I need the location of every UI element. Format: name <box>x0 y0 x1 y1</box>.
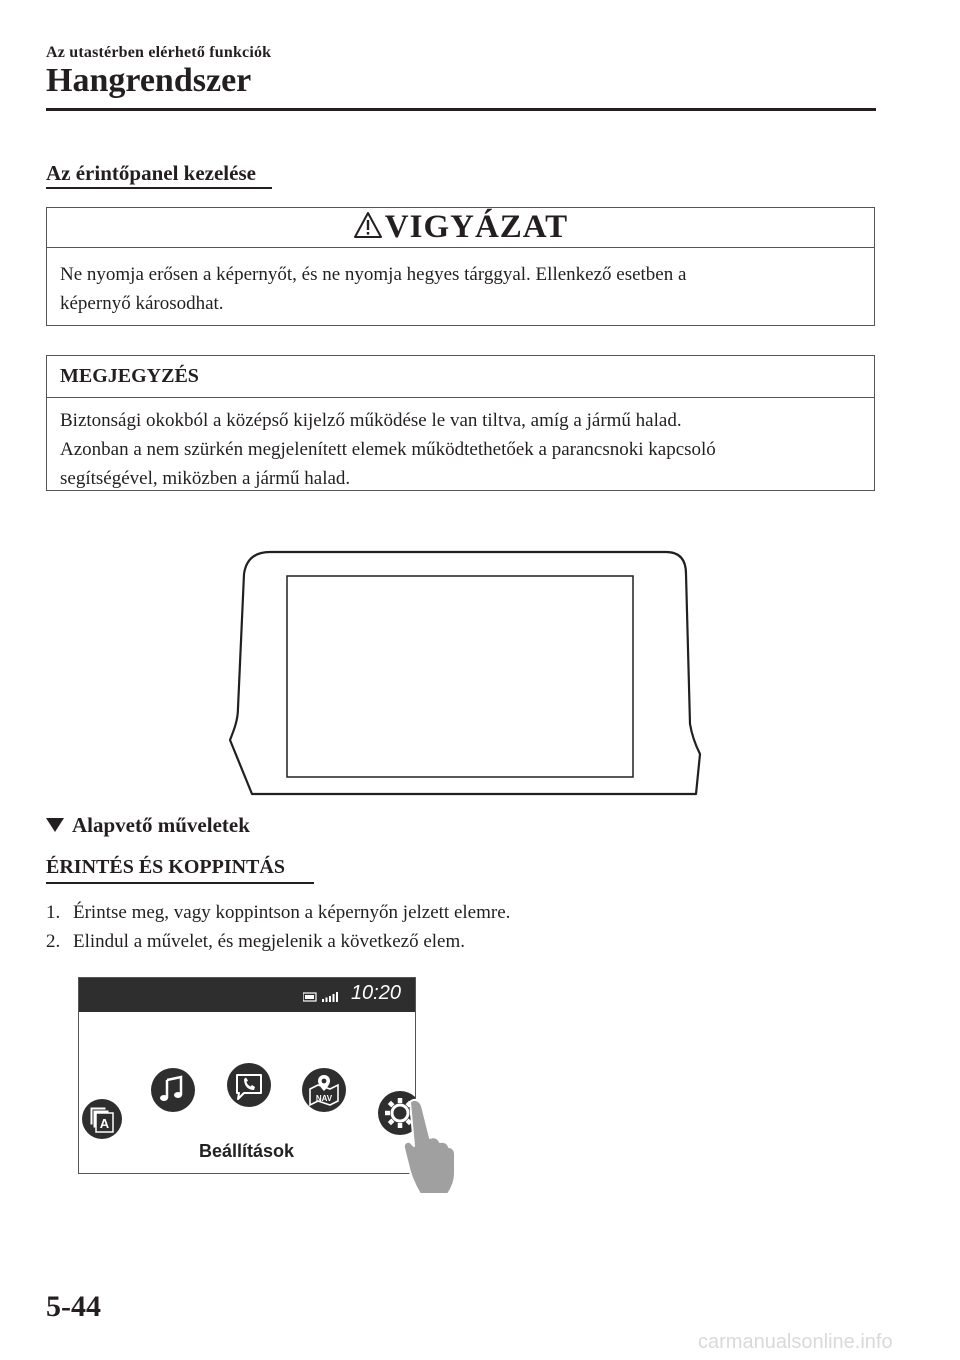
display-screen-outline <box>287 576 633 777</box>
step-item <box>46 898 510 927</box>
subsection-label: Alapvető műveletek <box>72 813 250 837</box>
header-divider <box>46 108 876 111</box>
steps-list <box>46 898 510 956</box>
subsection-title <box>46 813 250 838</box>
watermark: carmanualsonline.info <box>698 1331 893 1353</box>
caution-line: képernyő károsodhat. <box>60 293 224 314</box>
note-line: Biztonsági okokból a középső kijelző működése le van tiltva, amíg a jármű halad. <box>60 410 682 431</box>
home-screen-mockup <box>78 977 416 1174</box>
step-number: 2. <box>46 931 61 952</box>
caution-title: VIGYÁZAT <box>384 209 569 245</box>
status-icons <box>303 990 343 1004</box>
page-title: Hangrendszer <box>46 62 252 99</box>
applications-letter: A <box>99 1116 110 1131</box>
note-box <box>46 355 875 491</box>
phone-icon[interactable] <box>226 1062 272 1108</box>
chapter-heading: Az utastérben elérhető funkciók <box>46 44 272 61</box>
clock-display: 10:20 <box>350 982 401 1004</box>
step-item <box>46 927 510 956</box>
note-header <box>47 356 874 398</box>
triangle-bullet-icon <box>46 818 64 832</box>
finger-tap-icon <box>400 1098 458 1196</box>
caution-header <box>47 208 874 248</box>
navigation-icon[interactable] <box>301 1067 347 1113</box>
note-title: MEGJEGYZÉS <box>60 365 199 387</box>
note-line: Azonban a nem szürkén megjelenített elemek működtethetőek a parancsnoki kapcsoló <box>60 439 716 460</box>
caution-line: Ne nyomja erősen a képernyőt, és ne nyomja hegyes tárggyal. Ellenkező esetben a <box>60 264 687 285</box>
step-text: Elindul a művelet, és megjelenik a következő elem. <box>73 931 466 952</box>
section-title-underline <box>46 187 272 189</box>
caution-text <box>47 248 874 318</box>
warning-triangle-icon <box>353 211 383 239</box>
note-line: segítségével, miközben a jármű halad. <box>60 468 351 489</box>
caution-box <box>46 207 875 326</box>
touch-title-underline <box>46 882 314 884</box>
step-number: 1. <box>46 902 61 923</box>
status-bar <box>79 978 415 1012</box>
step-text: Érintse meg, vagy koppintson a képernyőn jelzett elemre. <box>73 902 511 923</box>
battery-icon <box>303 993 316 1001</box>
selected-item-label: Beállítások <box>199 1141 295 1161</box>
applications-icon[interactable] <box>81 1098 123 1140</box>
page-number: 5-44 <box>46 1290 101 1323</box>
note-text <box>47 398 874 493</box>
touch-title: ÉRINTÉS ÉS KOPPINTÁS <box>46 856 285 878</box>
nav-text: NAV <box>315 1094 333 1103</box>
section-title: Az érintőpanel kezelése <box>46 161 256 185</box>
music-icon[interactable] <box>150 1067 196 1113</box>
signal-strength-icon <box>322 992 338 1002</box>
center-display-illustration <box>226 546 702 796</box>
